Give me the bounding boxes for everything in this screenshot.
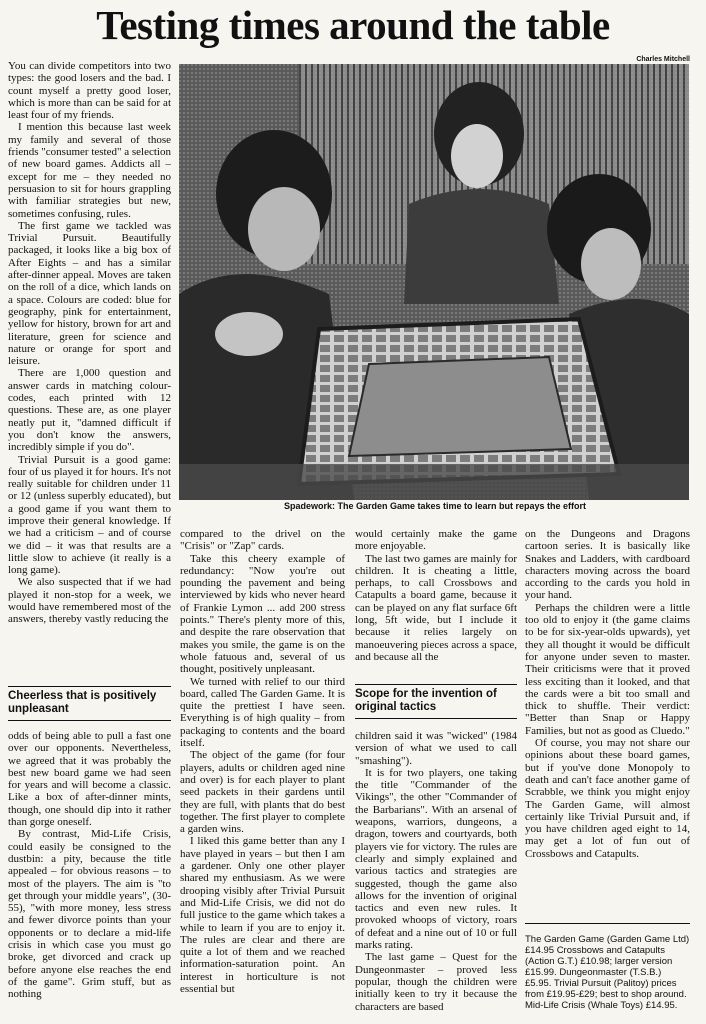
paragraph: I liked this game better than any I have played in years – but then I am a gardener. Only one other player shared my enthusiasm. As we were drooping visibly after Trivial Pursuit and Mid-Life Crisis, we did not do full justice to the game which takes a while to learn if you are to enjoy it. The rules are clear and there are quite a lot of them and we reached information-saturation point. An interest in horticulture is not essential but (180, 835, 345, 995)
paragraph: Take this cheery example of redundancy: "Now you're out pounding the pavement and being interviewed by kids who never heard of Frankie Lymon ... add 200 stress points." There's plenty more of this, and despite the rare observation that makes you smile, the game is on the whole fatuous and, several of us thought, positively unpleasant. (180, 552, 345, 676)
paragraph: odds of being able to pull a fast one over our opponents. Nevertheless, we agreed that it was probably the best new board game we had seen for years and will become a classic. Like a box of after-dinner mints, though, one should dip into it rather than gorge oneself. (8, 730, 171, 829)
paragraph: I mention this because last week my family and several of those friends "consumer tested" a selection of new board games. Addicts all – except for me – they needed no persuasion to sit for hours grappling with familiar strategies but new, sometimes confusing, rules. (8, 121, 171, 220)
paragraph: The last two games are mainly for children. It is cheating a little, perhaps, to call Crossbows and Catapults a board game, because it can be played on any flat surface 6ft long, 5ft wide, but I include it because it relies largely on manoeuvering pieces across a space, and because all the (355, 552, 517, 663)
table-edge (179, 464, 689, 500)
child-left-face (248, 187, 320, 271)
headline: Testing times around the table (96, 2, 610, 48)
paragraph: The last game – Quest for the Dungeonmaster – proved less popular, though the children were initially keen to try it because the characters are based (355, 951, 517, 1013)
child-middle-body (404, 189, 559, 304)
paragraph: There are 1,000 question and answer cards in matching colour-codes, each printed with 12 questions. These are, as one player neatly put it, "damned difficult if you don't know the answers, incredibly simple if you do". (8, 367, 171, 454)
paragraph: By contrast, Mid-Life Crisis, could easily be consigned to the dustbin: a pity, because the title appealed – for obvious reasons – to most of the players. The aim is "to get through your middle years", (30-55), "with more money, less stress and fewer divorce points than your opponents or to declare a mid-life crisis in which case you must go broke, get divorced and crack up before anyone else reaches the end of the game". Grim stuff, but as nothing (8, 828, 171, 1001)
paragraph: Perhaps the children were a little too old to enjoy it (the game claims to be for six-year-olds upwards), yet they all thought it would be difficult for anyone under seven to master. Their criticisms were that it proved less exciting than it looked, and that the cards were a bit too small and thick to shuffle. Their verdict: "Better than Snap or Happy Families, but not as good as Cluedo." (525, 601, 690, 737)
child-right-face (581, 228, 641, 300)
paragraph: We also suspected that if we had played it non-stop for a week, we would have remembered most of the answers, thereby vastly reducing the (8, 576, 171, 626)
paragraph: The first game we tackled was Trivial Pursuit. Beautifully packaged, it looks like a big box of After Eights – and has a similar after-dinner appeal. Moves are taken on the roll of a dice, which lands on a space. Colours are coded: blue for geography, pink for entertainment, yellow for history, brown for art and literature, green for science and nature or orange for sport and leisure. (8, 219, 171, 368)
column-3-top (355, 528, 517, 676)
column-2 (180, 528, 345, 1022)
paragraph: It is for two players, one taking the title "Commander of the Vikings", the other "Commander of the Barbarians". With an arsenal of weapons, warriors, dungeons, a dragon, towers and courtyards, both players vie for victory. The rules are clearly and simply explained and various tactics and strategies are suggested, though the game also allows for the invention of original tactics and even new rules. It provoked whoops of victory, roars of defeat and a nine out of 10 or full marks rating. (355, 766, 517, 952)
column-1-top (8, 60, 171, 678)
paragraph: Trivial Pursuit is a good game: four of us played it for hours. It's not really suitable for children under 11 or 12 (unless superbly educated), but a good game if you want them to improve their general knowledge. If we had a criticism – and of course we did – it was that results are a little slow to achieve (it really is a long game). (8, 453, 171, 577)
paragraph: would certainly make the game more enjoyable. (355, 528, 517, 553)
price-info-box: The Garden Game (Garden Game Ltd) £14.95 Crossbows and Catapults (Action G.T.) £10.98; larger version £15.99. Dungeonmaster (T.S.B.) £5.95. Trivial Pursuit (Palitoy) prices from £19.95-£29; best to shop around. Mid-Life Crisis (Whale Toys) £14.95. (525, 923, 690, 1011)
paragraph: children said it was "wicked" (1984 version of what we used to call "smashing"). (355, 730, 517, 767)
column-3-bottom (355, 730, 517, 1022)
column-4 (525, 528, 690, 916)
paragraph: compared to the drivel on the "Crisis" or "Zap" cards. (180, 528, 345, 553)
child-middle-face (451, 124, 503, 188)
paragraph: on the Dungeons and Dragons cartoon series. It is basically like Snakes and Ladders, with cardboard characters moving across the board according to the cards you hold in your hand. (525, 528, 690, 602)
subhead-cheerless: Cheerless that is positively unpleasant (8, 686, 171, 721)
byline: Charles Mitchell (636, 56, 690, 63)
photo-caption: Spadework: The Garden Game takes time to learn but repays the effort (283, 501, 587, 511)
photo-illustration (179, 64, 689, 500)
paragraph: You can divide competitors into two types: the good losers and the bad. I count myself a pretty good loser, which is more than can be said for at least four of my friends. (8, 60, 171, 122)
child-left-hands (215, 312, 283, 356)
photo-children-playing-board-game (179, 64, 689, 500)
paragraph: Of course, you may not share our opinions about these board games, but if you've done Monopoly to death and can't face another game of Scrabble, we think you might enjoy The Garden Game, will almost certainly like Trivial Pursuit and, if you have children aged eight to 14, may get a lot of fun out of Crossbows and Catapults. (525, 737, 690, 860)
subhead-scope: Scope for the invention of original tactics (355, 684, 517, 719)
column-1-bottom (8, 730, 171, 1020)
paragraph: The object of the game (for four players, adults or children aged nine and over) is for each player to plant seed packets in their gardens until they are full, with plants that do best together. The first player to complete a garden wins. (180, 749, 345, 836)
board-centre (349, 357, 571, 456)
paragraph: We turned with relief to our third board, called The Garden Game. It is quite the prettiest I have seen. Everything is of high quality – from packaging to contents and the board itself. (180, 675, 345, 750)
